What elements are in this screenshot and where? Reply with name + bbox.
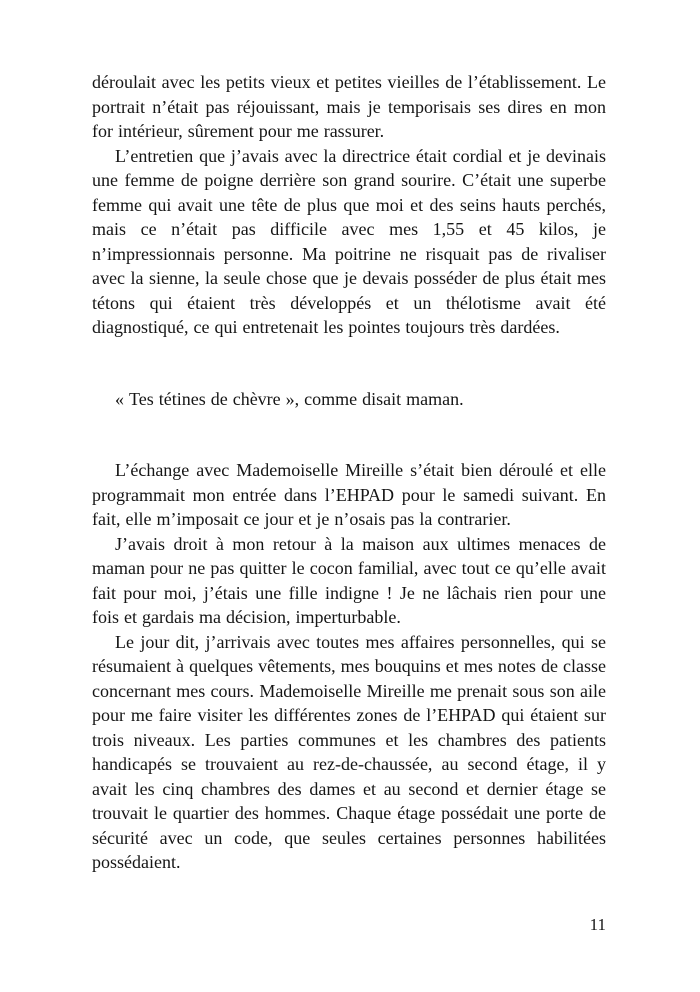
paragraph: J’avais droit à mon retour à la maison aux ultimes menaces de maman pour ne pas quitter le cocon familial, avec tout ce qu’elle avait fait pour moi, j’étais une fille indigne ! Je ne lâchais rien pour une fois et gardais ma décision, imperturbable. xyxy=(92,533,606,627)
paragraph-continuation: déroulait avec les petits vieux et petites vieilles de l’établissement. Le portrait n’était pas réjouissant, mais je temporisais ses dires en mon for intérieur, sûrement pour me rassurer. xyxy=(92,72,606,141)
paragraph: L’échange avec Mademoiselle Mireille s’était bien déroulé et elle programmait mon entrée dans l’EHPAD pour le samedi suivant. En fait, elle m’imposait ce jour et je n’osais pas la contrarier. xyxy=(92,460,606,529)
text-block xyxy=(92,70,606,875)
paragraph: L’entretien que j’avais avec la directrice était cordial et je devinais une femme de poigne derrière son grand sourire. C’était une superbe femme qui avait une tête de plus que moi et des seins hauts perchés, mais ce n’était pas difficile avec mes 1,55 et 45 kilos, je n’impressionnais personne. Ma poitrine ne risquait pas de rivaliser avec la sienne, la seule chose que je devais posséder de plus était mes tétons qui étaient très développés et un thélotisme avait été diagnostiqué, ce qui entretenait les pointes toujours très dardées. xyxy=(92,145,606,337)
page-number: 11 xyxy=(589,915,606,934)
quote-paragraph: « Tes tétines de chèvre », comme disait maman. xyxy=(115,388,464,409)
paragraph: Le jour dit, j’arrivais avec toutes mes affaires personnelles, qui se résumaient à quelques vêtements, mes bouquins et mes notes de classe concernant mes cours. Mademoiselle Mireille me prenait sous son aile pour me faire visiter les différentes zones de l’EHPAD qui étaient sur trois niveaux. Les parties communes et les chambres des patients handicapés se trouvaient au rez-de-chaussée, au second étage, il y avait les cinq chambres des dames et au second et dernier étage se trouvait le quartier des hommes. Chaque étage possédait une porte de sécurité avec un code, que seules certaines personnes habilitées possédaient. xyxy=(92,631,606,872)
